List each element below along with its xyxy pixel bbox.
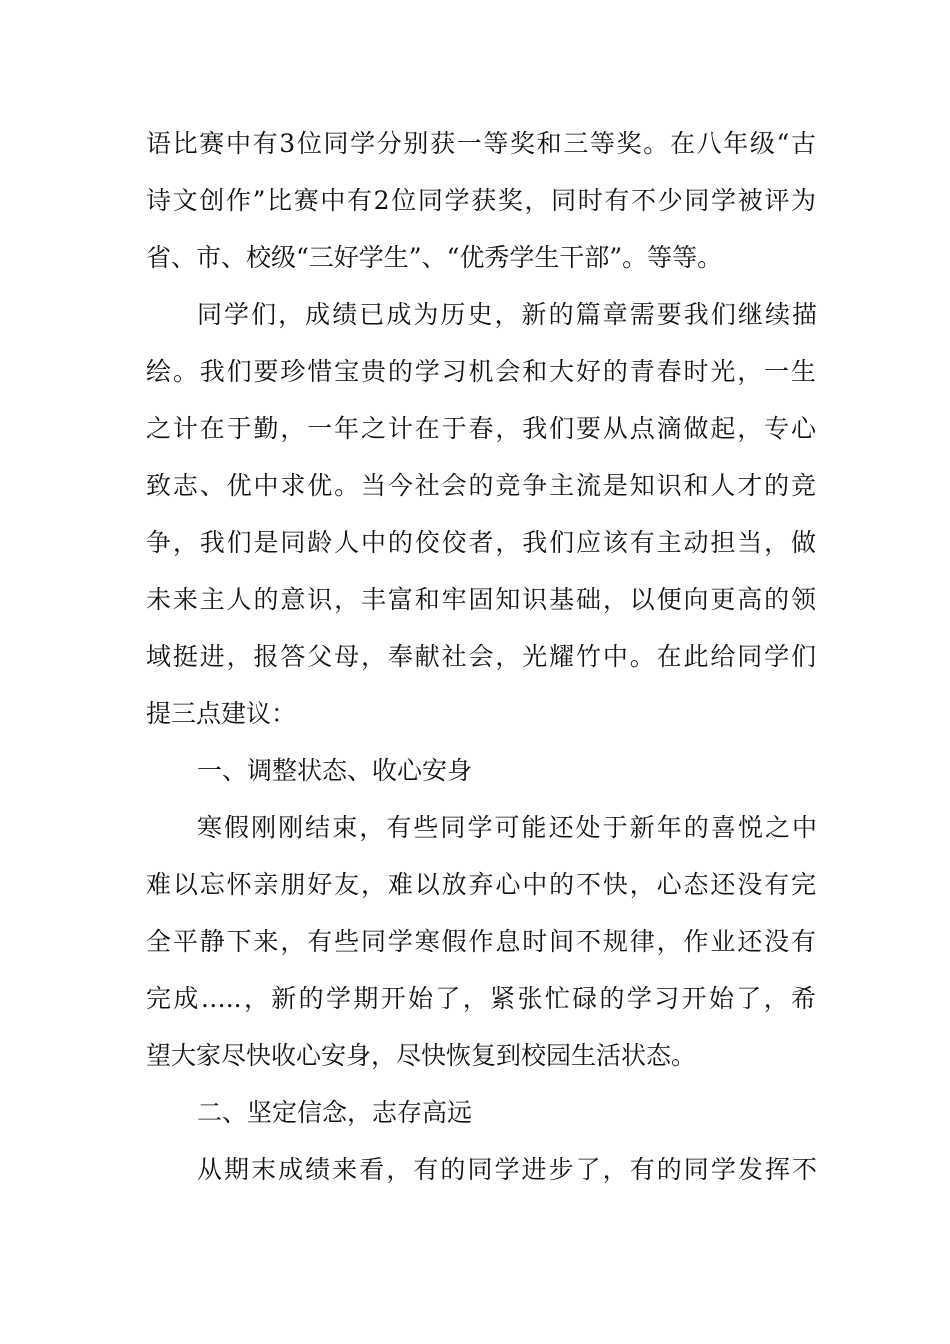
- section-heading: 二、坚定信念，志存高远: [197, 1098, 473, 1127]
- text-line: 致志、优中求优。当今社会的竞争主流是知识和人才的竞: [146, 471, 816, 500]
- text-line: 难以忘怀亲朋好友，难以放弃心中的不快，心态还没有完: [146, 870, 816, 899]
- text-line: 望大家尽快收心安身，尽快恢复到校园生活状态。: [146, 1041, 697, 1070]
- text-line: 之计在于勤，一年之计在于春，我们要从点滴做起，专心: [146, 414, 816, 443]
- text-line: 争，我们是同龄人中的佼佼者，我们应该有主动担当，做: [146, 528, 816, 557]
- text-line: 绘。我们要珍惜宝贵的学习机会和大好的青春时光，一生: [146, 357, 816, 386]
- paragraph-start-line: 同学们，成绩已成为历史，新的篇章需要我们继续描: [197, 300, 817, 329]
- paragraph-start-line: 从期末成绩来看，有的同学进步了，有的同学发挥不: [197, 1155, 817, 1184]
- text-line: 全平静下来，有些同学寒假作息时间不规律，作业还没有: [146, 927, 816, 956]
- text-line: 省、市、校级“三好学生”、“优秀学生干部”。等等。: [146, 243, 723, 272]
- text-line: 域挺进，报答父母，奉献社会，光耀竹中。在此给同学们: [146, 642, 816, 671]
- text-line: 未来主人的意识，丰富和牢固知识基础，以便向更高的领: [146, 585, 816, 614]
- paragraph-start-line: 寒假刚刚结束，有些同学可能还处于新年的喜悦之中: [197, 813, 817, 842]
- text-line: 语比赛中有3位同学分别获一等奖和三等奖。在八年级“古: [146, 129, 816, 158]
- text-line: 诗文创作”比赛中有2位同学获奖，同时有不少同学被评为: [146, 186, 816, 215]
- text-line: 提三点建议：: [146, 699, 297, 728]
- section-heading: 一、调整状态、收心安身: [197, 756, 473, 785]
- text-line: 完成…..，新的学期开始了，紧张忙碌的学习开始了，希: [146, 984, 816, 1013]
